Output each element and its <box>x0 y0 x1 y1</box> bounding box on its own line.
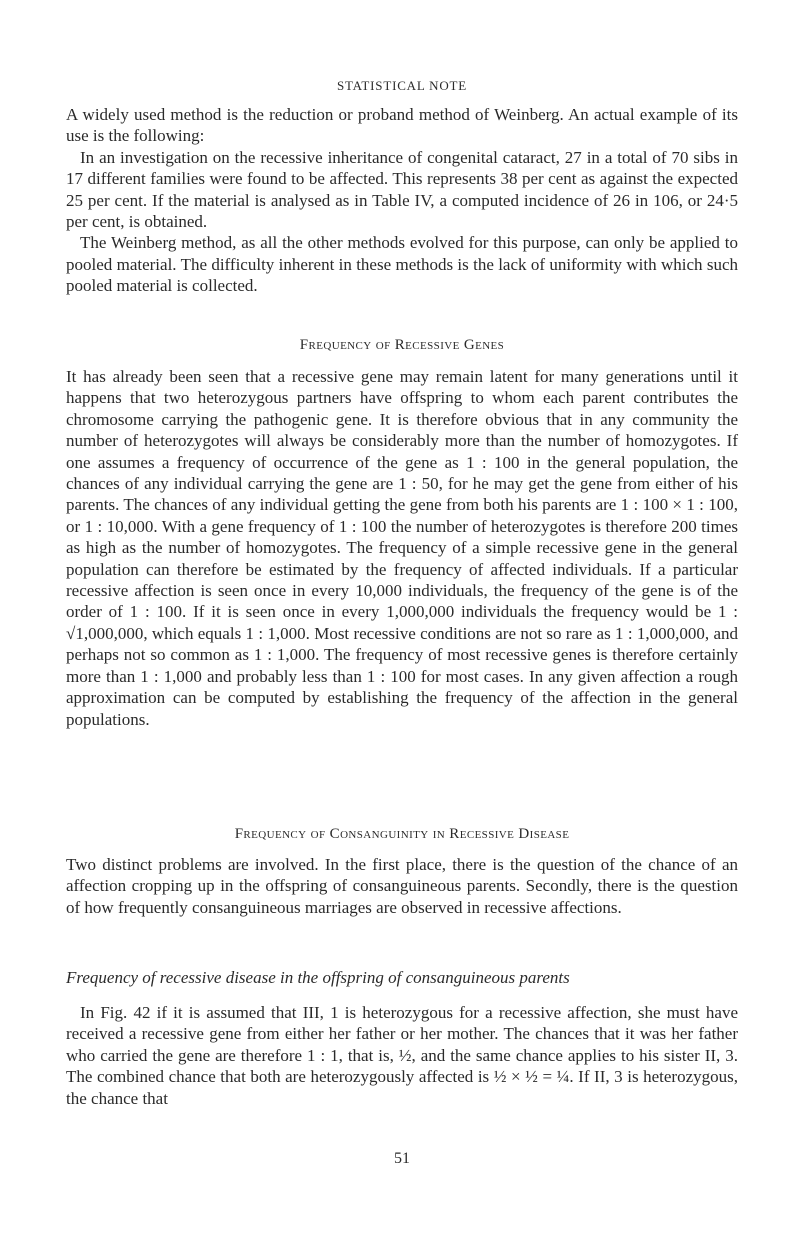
section-heading-consanguinity: Frequency of Consanguinity in Recessive Disease <box>234 826 570 842</box>
page-number: 51 <box>394 1150 410 1167</box>
offspring-paragraph: In Fig. 42 if it is assumed that III, 1 is heterozygous for a recessive affection, she must have received a recessive gene from either her father or her mother. The chances that it was her father who carried the gene are therefore 1 : 1, that is, ½, and the same chance applies to his sister II, 3. The combined chance that both are heterozygously affected is ½ × ½ = ¼. If II, 3 is heterozygous, the chance that <box>66 1003 738 1108</box>
recessive-genes-paragraph: It has already been seen that a recessive gene may remain latent for many generations until it happens that two heterozygous partners have offspring to whom each parent contributes the chromosome carrying the pathogenic gene. It is therefore obvious that in any community the number of heterozygotes will always be considerably more than the number of homozygotes. If one assumes a frequency of occurrence of the gene as 1 : 100 in the general population, the chances of any individual carrying the gene are 1 : 50, for he may get the gene from either of his parents. The chances of any individual getting the gene from both his parents are 1 : 100 × 1 : 100, or 1 : 10,000. With a gene frequency of 1 : 100 the number of heterozygotes is therefore 200 times as high as the number of homozygotes. The frequency of a simple recessive gene in the general population can therefore be estimated by the frequency of affected individuals. If a particular recessive affection is seen once in every 10,000 individuals, the frequency of the gene is of the order of 1 : 100. If it is seen once in every 1,000,000 individuals the frequency would be 1 : √1,000,000, which equals 1 : 1,000. Most recessive conditions are not so rare as 1 : 1,000,000, and perhaps not so common as 1 : 1,000. The frequency of most recessive genes is therefore certainly more than 1 : 1,000 and probably less than 1 : 100 for most cases. In any given affection a rough approximation can be computed by establishing the frequency of the affection in the general populations. <box>66 367 738 729</box>
intro-paragraph-3: The Weinberg method, as all the other methods evolved for this purpose, can only be applied to pooled material. The difficulty inherent in these methods is the lack of uniformity with which such pooled material is collected. <box>66 233 738 296</box>
intro-section <box>66 104 738 297</box>
offspring-section <box>66 1002 738 1109</box>
subheading-offspring: Frequency of recessive disease in the offspring of consanguineous parents <box>66 968 570 987</box>
recessive-genes-section <box>66 366 738 730</box>
intro-paragraph-2: In an investigation on the recessive inheritance of congenital cataract, 27 in a total of 70 sibs in 17 different families were found to be affected. This represents 38 per cent as against the expected 25 per cent. If the material is analysed as in Table IV, a computed incidence of 26 in 106, or 24·5 per cent, is obtained. <box>66 147 738 232</box>
running-head: STATISTICAL NOTE <box>336 78 468 93</box>
section-heading-recessive-genes: Frequency of Recessive Genes <box>299 337 505 353</box>
consanguinity-section <box>66 854 738 918</box>
consanguinity-paragraph: Two distinct problems are involved. In the first place, there is the question of the chance of an affection cropping up in the offspring of consanguineous parents. Secondly, there is the question of how frequently consanguineous marriages are observed in recessive affections. <box>66 855 738 917</box>
intro-paragraph-1: A widely used method is the reduction or proband method of Weinberg. An actual example of its use is the following: <box>66 105 738 146</box>
